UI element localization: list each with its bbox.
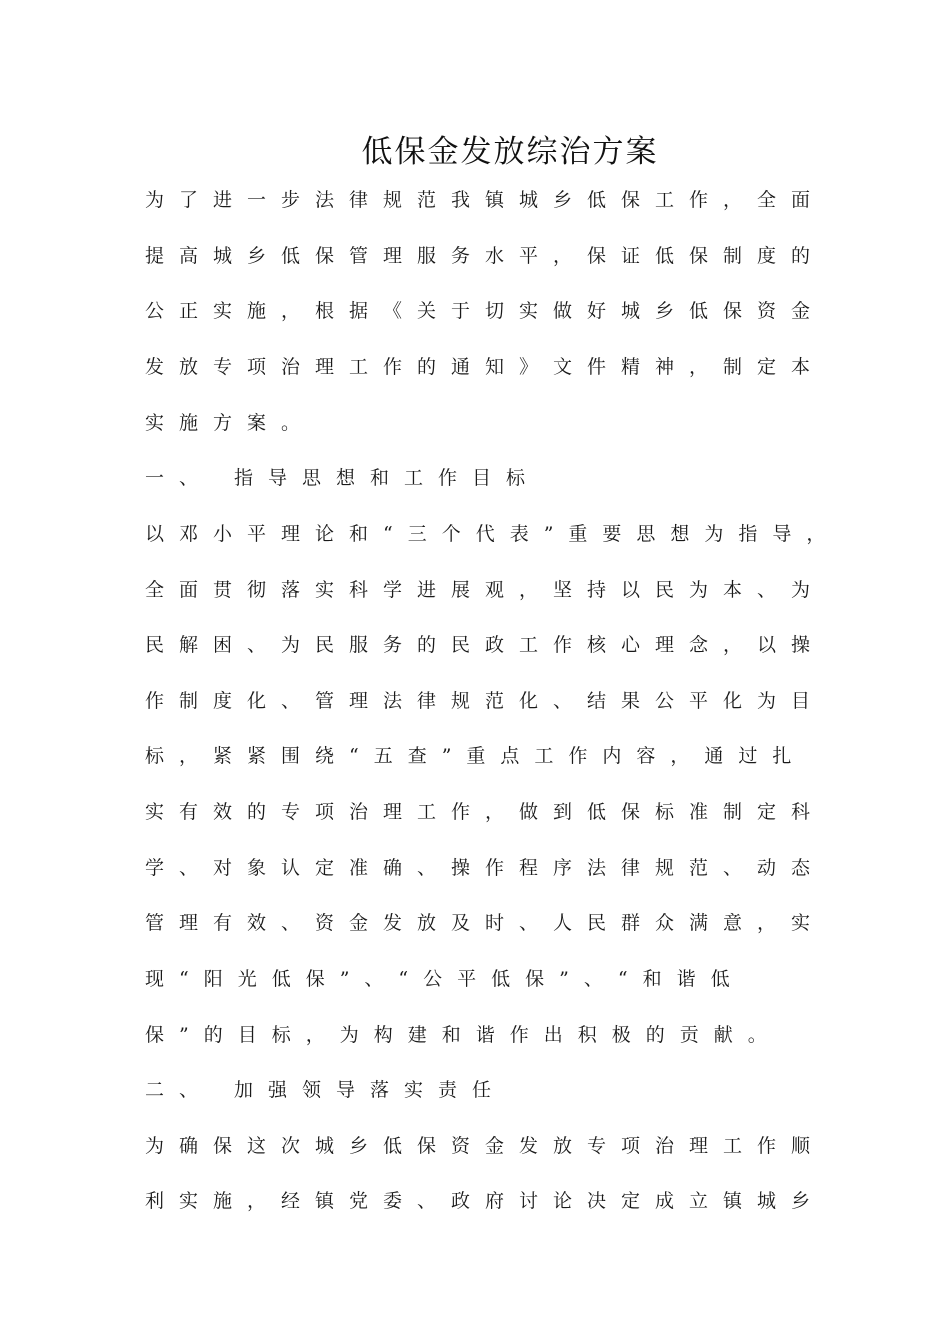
body-line: 现“阳光低保”、“公平低保”、“和谐低 [145,968,745,990]
document-title: 低保金发放综治方案 [361,134,659,170]
body-line: 管理有效、资金发放及时、人民群众满意，实 [145,912,826,934]
body-line: 实有效的专项治理工作，做到低保标准制定科 [145,801,826,823]
section-heading: 一、 指导思想和工作目标 [145,467,541,489]
body-line: 作制度化、管理法律规范化、结果公平化为目 [145,690,826,712]
body-line: 实施方案。 [145,412,316,434]
body-line: 学、对象认定准确、操作程序法律规范、动态 [145,857,826,879]
section-heading: 二、 加强领导落实责任 [145,1079,507,1101]
body-line: 利实施，经镇党委、政府讨论决定成立镇城乡 [145,1190,826,1212]
body-line: 为了进一步法律规范我镇城乡低保工作，全面 [145,189,826,211]
body-line: 公正实施，根据《关于切实做好城乡低保资金 [145,300,826,322]
body-line: 提高城乡低保管理服务水平，保证低保制度的 [145,245,826,267]
body-line: 标，紧紧围绕“五查”重点工作内容，通过扎 [145,745,807,767]
body-line: 发放专项治理工作的通知》文件精神，制定本 [145,356,826,378]
body-line: 保”的目标，为构建和谐作出积极的贡献。 [145,1024,782,1046]
body-line: 全面贯彻落实科学进展观，坚持以民为本、为 [145,579,826,601]
body-line: 民解困、为民服务的民政工作核心理念，以操 [145,634,826,656]
body-line: 以邓小平理论和“三个代表”重要思想为指导， [145,523,841,545]
body-line: 为确保这次城乡低保资金发放专项治理工作顺 [145,1135,826,1157]
